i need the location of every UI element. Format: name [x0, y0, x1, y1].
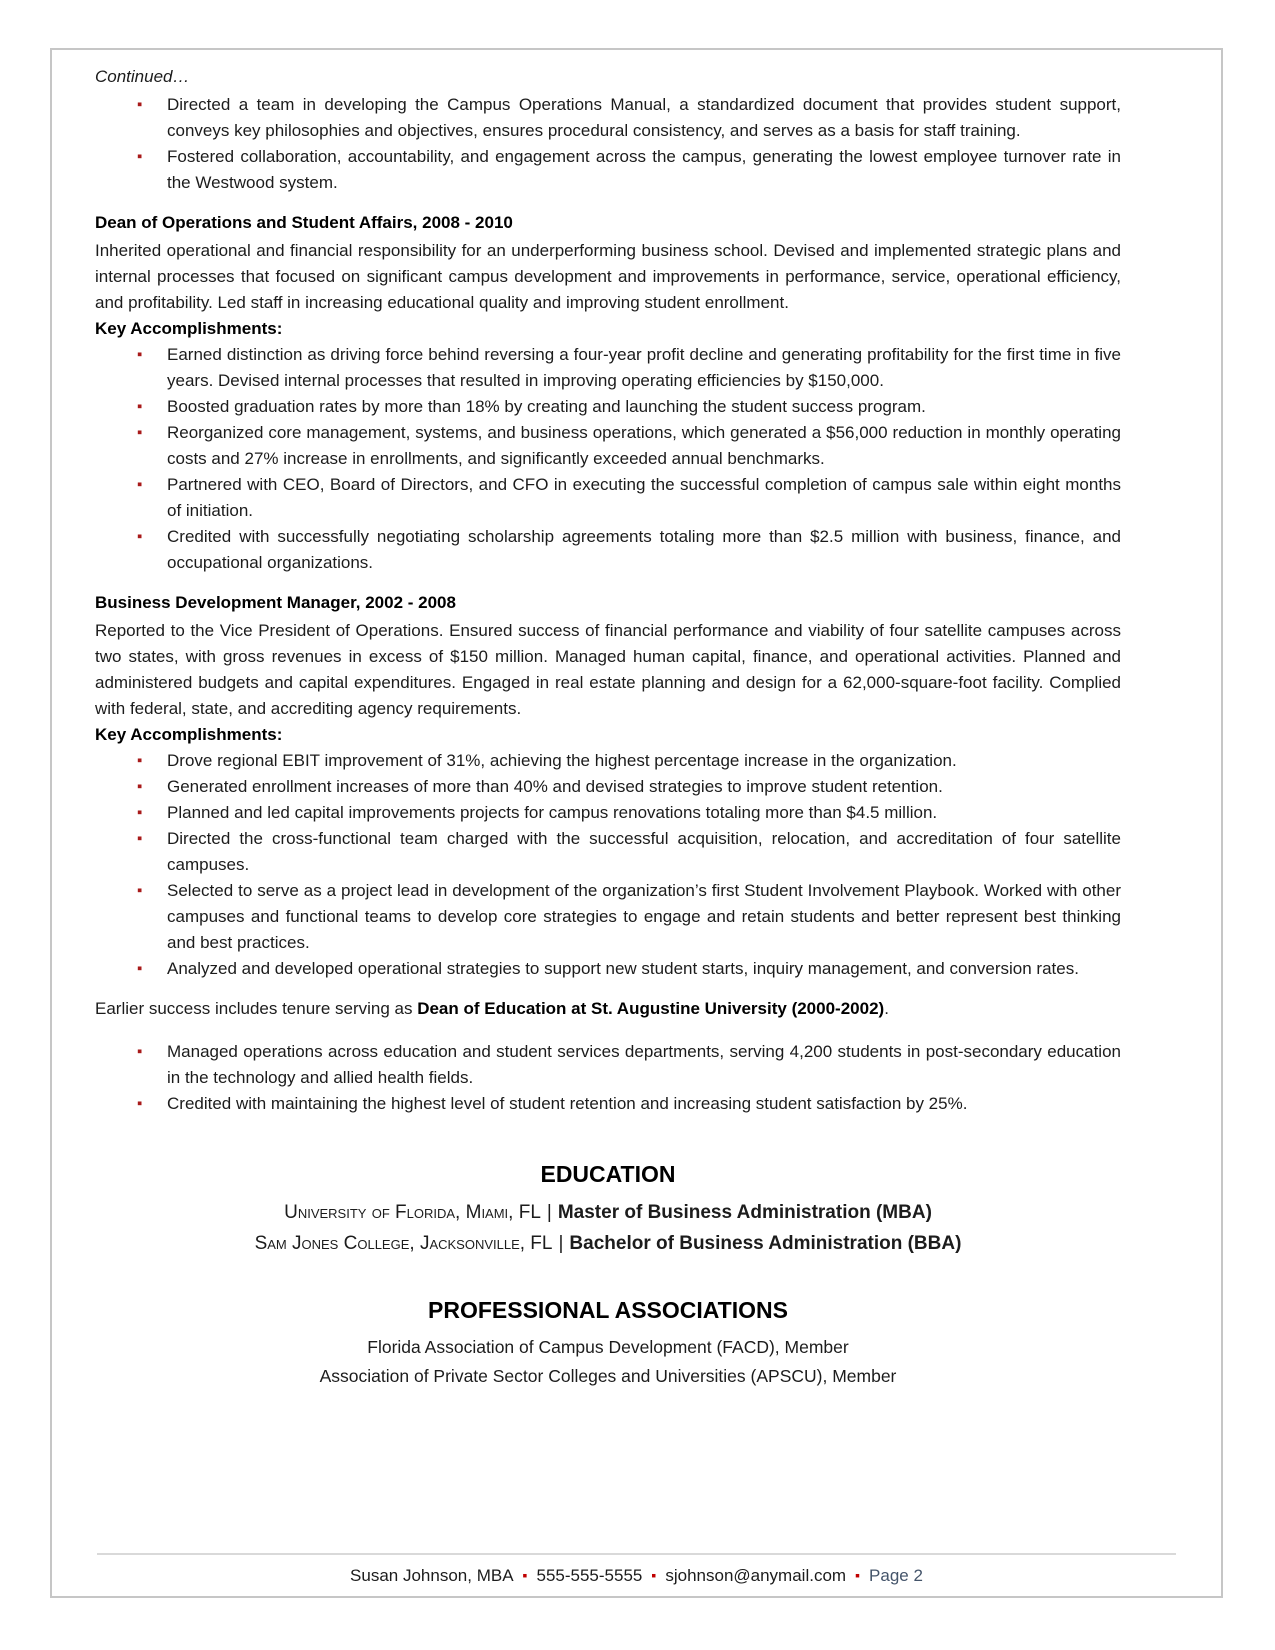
continued-label: Continued… — [95, 67, 190, 86]
list-item — [95, 748, 1121, 774]
earlier-prefix: Earlier success includes tenure serving as — [95, 999, 418, 1018]
bullet-text: Credited with successfully negotiating scholarship agreements totaling more than $2.5 million with business, finance, and occupational organizations. — [167, 527, 1121, 572]
bullet-text: Earned distinction as driving force behind reversing a four-year profit decline and generating profitability for the first time in five years. Devised internal processes that resulted in improving operating efficiencies by $150,000. — [167, 345, 1121, 390]
bullet-text: Generated enrollment increases of more than 40% and devised strategies to improve student retention. — [167, 777, 943, 796]
list-item — [95, 144, 1121, 196]
red-square-separator-icon: ▪ — [855, 1567, 861, 1583]
footer-name: Susan Johnson, MBA — [350, 1566, 514, 1585]
bullet-text: Analyzed and developed operational strategies to support new student starts, inquiry management, and conversion rates. — [167, 959, 1079, 978]
association-item: Florida Association of Campus Development (FACD), Member — [367, 1337, 849, 1357]
bullet-square-icon: ▪ — [137, 424, 143, 441]
professional-associations-heading: PROFESSIONAL ASSOCIATIONS — [428, 1297, 788, 1323]
bullet-square-icon: ▪ — [137, 752, 143, 769]
bullet-text: Directed a team in developing the Campus Operations Manual, a standardized document that provides student support, conveys key philosophies and objectives, ensures procedural consistency, and serves as a basis for staff training. — [167, 95, 1121, 140]
red-square-separator-icon: ▪ — [522, 1567, 528, 1583]
job1-title: Dean of Operations and Student Affairs, 2008 - 2010 — [95, 213, 513, 232]
footer-text — [52, 1563, 1221, 1588]
bullet-text: Partnered with CEO, Board of Directors, and CFO in executing the successful completion of campus sale within eight months of initiation. — [167, 475, 1121, 520]
bullet-square-icon: ▪ — [137, 1043, 143, 1060]
list-item — [95, 826, 1121, 878]
list-item — [95, 420, 1121, 472]
pipe-separator: | — [558, 1233, 564, 1254]
page-border-frame — [50, 48, 1223, 1598]
footer-email: sjohnson@anymail.com — [665, 1566, 847, 1585]
education-section — [95, 1159, 1121, 1259]
list-item — [95, 1039, 1121, 1091]
list-item — [95, 92, 1121, 144]
intro-bullet-list — [95, 92, 1121, 196]
education-institution: University of Florida, Miami, FL — [284, 1202, 541, 1223]
bullet-square-icon: ▪ — [137, 804, 143, 821]
resume-content — [52, 50, 1221, 1391]
bullet-square-icon: ▪ — [137, 830, 143, 847]
bullet-square-icon: ▪ — [137, 882, 143, 899]
job1-key-accomplishments-label: Key Accomplishments: — [95, 319, 283, 338]
red-square-separator-icon: ▪ — [651, 1567, 657, 1583]
bullet-text: Selected to serve as a project lead in development of the organization’s first Student Involvement Playbook. Worked with other campuses and functional teams to develop core strategies to engage and retain students and better represent best thinking and best practices. — [167, 881, 1121, 952]
earlier-role-highlight: Dean of Education at St. Augustine University (2000-2002) — [417, 999, 885, 1018]
professional-associations-section — [95, 1295, 1121, 1391]
education-heading: EDUCATION — [540, 1161, 676, 1187]
list-item — [95, 524, 1121, 576]
job2-title: Business Development Manager, 2002 - 2008 — [95, 593, 456, 612]
bullet-text: Credited with maintaining the highest level of student retention and increasing student satisfaction by 25%. — [167, 1094, 968, 1113]
job2-summary: Reported to the Vice President of Operations. Ensured success of financial performance and viability of four satellite campuses across two states, with gross revenues in excess of $150 million. Managed human capital, finance, and operational activities. Planned and administered budgets and capital expenditures. Engaged in real estate planning and design for a 62,000-square-foot facility. Complied with federal, state, and accrediting agency requirements. — [95, 621, 1121, 718]
bullet-text: Directed the cross-functional team charged with the successful acquisition, relocation, and accreditation of four satellite campuses. — [167, 829, 1121, 874]
education-degree: Bachelor of Business Administration (BBA) — [569, 1233, 962, 1254]
bullet-text: Drove regional EBIT improvement of 31%, achieving the highest percentage increase in the organization. — [167, 751, 957, 770]
page-footer — [52, 1553, 1221, 1588]
association-item: Association of Private Sector Colleges and Universities (APSCU), Member — [319, 1366, 897, 1386]
earlier-suffix: . — [884, 999, 889, 1018]
footer-phone: 555-555-5555 — [536, 1566, 643, 1585]
bullet-square-icon: ▪ — [137, 476, 143, 493]
list-item — [95, 1091, 1121, 1117]
bullet-text: Reorganized core management, systems, and business operations, which generated a $56,000 reduction in monthly operating costs and 27% increase in enrollments, and significantly exceeded annual benchmarks. — [167, 423, 1121, 468]
job2-bullet-list — [95, 748, 1121, 982]
earlier-bullet-list — [95, 1039, 1121, 1117]
bullet-square-icon: ▪ — [137, 148, 143, 165]
bullet-text: Managed operations across education and student services departments, serving 4,200 students in post-secondary education in the technology and allied health fields. — [167, 1042, 1121, 1087]
education-institution: Sam Jones College, Jacksonville, FL — [254, 1233, 553, 1254]
pipe-separator: | — [546, 1202, 552, 1223]
education-entry — [95, 1228, 1121, 1259]
bullet-square-icon: ▪ — [137, 346, 143, 363]
bullet-square-icon: ▪ — [137, 96, 143, 113]
list-item — [95, 774, 1121, 800]
education-degree: Master of Business Administration (MBA) — [557, 1202, 932, 1223]
education-entry — [95, 1197, 1121, 1228]
job1-bullet-list — [95, 342, 1121, 576]
bullet-text: Fostered collaboration, accountability, and engagement across the campus, generating the lowest employee turnover rate in the Westwood system. — [167, 147, 1121, 192]
list-item — [95, 342, 1121, 394]
bullet-text: Boosted graduation rates by more than 18% by creating and launching the student success program. — [167, 397, 926, 416]
bullet-square-icon: ▪ — [137, 778, 143, 795]
bullet-text: Planned and led capital improvements projects for campus renovations totaling more than $4.5 million. — [167, 803, 938, 822]
bullet-square-icon: ▪ — [137, 528, 143, 545]
list-item — [95, 956, 1121, 982]
job1-summary: Inherited operational and financial responsibility for an underperforming business school. Devised and implemented strategic plans and internal processes that focused on significant campus development and improvements in performance, service, operational efficiency, and profitability. Led staff in increasing educational quality and improving student enrollment. — [95, 241, 1121, 312]
list-item — [95, 394, 1121, 420]
earlier-success-line — [95, 996, 1121, 1022]
bullet-square-icon: ▪ — [137, 398, 143, 415]
footer-divider — [97, 1553, 1176, 1555]
bullet-square-icon: ▪ — [137, 960, 143, 977]
job2-key-accomplishments-label: Key Accomplishments: — [95, 725, 283, 744]
list-item — [95, 800, 1121, 826]
list-item — [95, 472, 1121, 524]
bullet-square-icon: ▪ — [137, 1095, 143, 1112]
page-number: Page 2 — [869, 1566, 923, 1585]
list-item — [95, 878, 1121, 956]
